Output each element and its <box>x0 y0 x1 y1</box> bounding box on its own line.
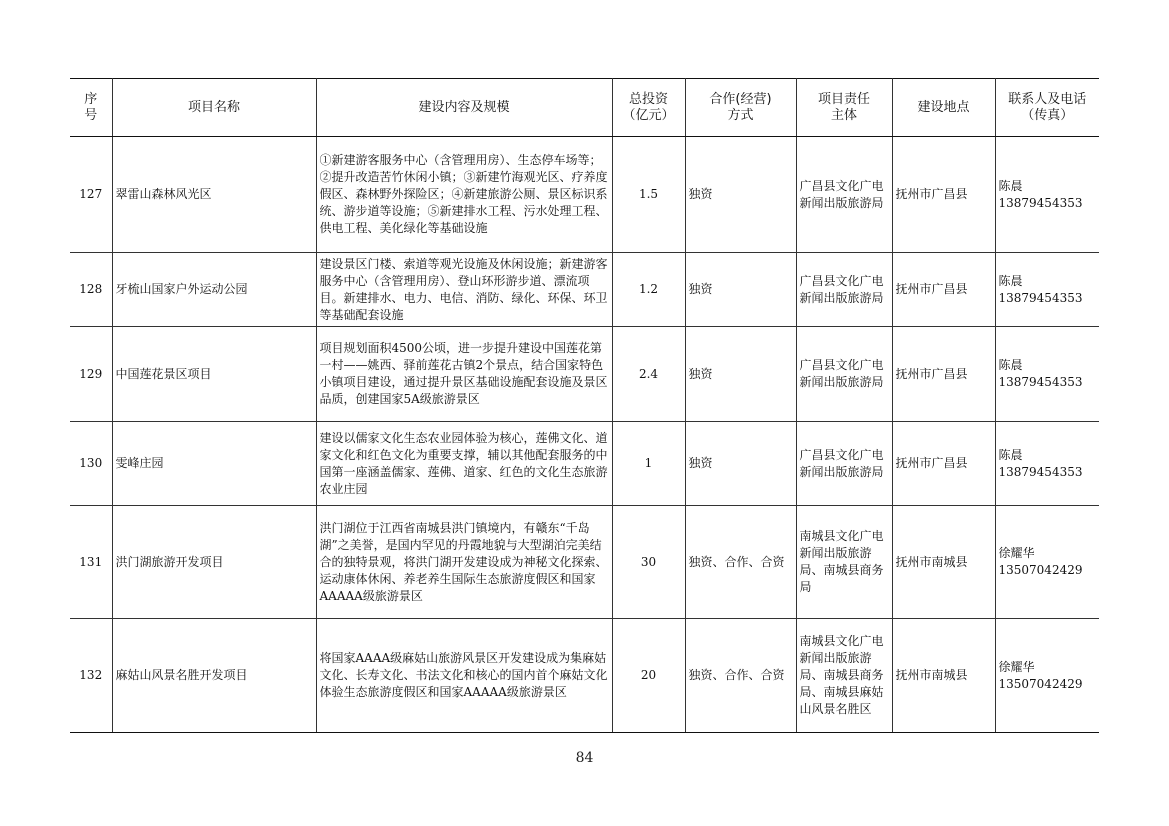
cell-owner: 广昌县文化广电新闻出版旅游局 <box>796 137 892 253</box>
cell-mode: 独资 <box>685 253 796 327</box>
cell-name: 麻姑山风景名胜开发项目 <box>112 619 316 733</box>
contact-phone: 13879454353 <box>998 464 1083 479</box>
cell-owner: 广昌县文化广电新闻出版旅游局 <box>796 327 892 422</box>
cell-num: 128 <box>70 253 112 327</box>
table-row <box>70 619 1099 733</box>
cell-content: 建设以儒家文化生态农业园体验为核心，莲佛文化、道家文化和红色文化为重要支撑，辅以其他配套服务的中国第一座涵盖儒家、莲佛、道家、红色的文化生态旅游农业庄园 <box>316 422 612 506</box>
cell-owner: 广昌县文化广电新闻出版旅游局 <box>796 422 892 506</box>
table-row <box>70 137 1099 253</box>
header-location: 建设地点 <box>892 79 995 137</box>
contact-phone: 13879454353 <box>998 195 1083 210</box>
cell-mode: 独资 <box>685 137 796 253</box>
cell-content: 将国家AAAA级麻姑山旅游风景区开发建设成为集麻姑文化、长寿文化、书法文化和核心的国内首个麻姑文化体验生态旅游度假区和国家AAAAA级旅游景区 <box>316 619 612 733</box>
header-content: 建设内容及规模 <box>316 79 612 137</box>
cell-name: 洪门湖旅游开发项目 <box>112 506 316 619</box>
cell-num: 132 <box>70 619 112 733</box>
header-contact: 联系人及电话（传真） <box>995 79 1099 137</box>
contact-phone: 13879454353 <box>998 375 1083 389</box>
table-row <box>70 506 1099 619</box>
cell-num: 129 <box>70 327 112 422</box>
table-row <box>70 422 1099 506</box>
cell-content: 建设景区门楼、索道等观光设施及休闲设施；新建游客服务中心（含管理用房）、登山环形游步道、漂流项目。新建排水、电力、电信、消防、绿化、环保、环卫等基础配套设施 <box>316 253 612 327</box>
header-name: 项目名称 <box>112 79 316 137</box>
cell-investment: 1.2 <box>612 253 685 327</box>
project-table <box>70 78 1099 733</box>
table-row <box>70 253 1099 327</box>
contact-phone: 13507042429 <box>998 563 1083 577</box>
header-row <box>70 79 1099 137</box>
cell-investment: 1 <box>612 422 685 506</box>
header-investment: 总投资（亿元） <box>612 79 685 137</box>
cell-mode: 独资、合作、合资 <box>685 619 796 733</box>
contact-name: 陈晨 <box>998 273 1023 288</box>
cell-name: 中国莲花景区项目 <box>112 327 316 422</box>
cell-investment: 20 <box>612 619 685 733</box>
cell-content: 洪门湖位于江西省南城县洪门镇境内，有赣东“千岛湖”之美誉，是国内罕见的丹霞地貌与大型湖泊完美结合的独特景观，将洪门湖开发建设成为神秘文化探索、运动康体休闲、养老养生国际生态旅游度假区和国家AAAAA级旅游景区 <box>316 506 612 619</box>
header-mode: 合作(经营)方式 <box>685 79 796 137</box>
contact-phone: 13879454353 <box>998 290 1083 305</box>
cell-owner: 南城县文化广电新闻出版旅游局、南城县商务局 <box>796 506 892 619</box>
page-number: 84 <box>575 750 594 766</box>
cell-investment: 1.5 <box>612 137 685 253</box>
cell-content: ①新建游客服务中心（含管理用房）、生态停车场等；②提升改造苦竹休闲小镇；③新建竹海观光区、疗养度假区、森林野外探险区；④新建旅游公厕、景区标识系统、游步道等设施；⑤新建排水工程、污水处理工程、供电工程、美化绿化等基础设施 <box>316 137 612 253</box>
cell-mode: 独资 <box>685 422 796 506</box>
cell-contact <box>995 422 1099 506</box>
cell-num: 130 <box>70 422 112 506</box>
cell-contact <box>995 619 1099 733</box>
contact-name: 陈晨 <box>998 358 1023 372</box>
cell-location: 抚州市南城县 <box>892 506 995 619</box>
contact-name: 徐耀华 <box>998 659 1035 674</box>
cell-contact <box>995 137 1099 253</box>
cell-contact <box>995 327 1099 422</box>
cell-location: 抚州市南城县 <box>892 619 995 733</box>
header-owner: 项目责任主体 <box>796 79 892 137</box>
cell-contact <box>995 253 1099 327</box>
contact-name: 陈晨 <box>998 447 1023 462</box>
cell-name: 雯峰庄园 <box>112 422 316 506</box>
contact-phone: 13507042429 <box>998 676 1083 691</box>
cell-owner: 广昌县文化广电新闻出版旅游局 <box>796 253 892 327</box>
table-body <box>70 137 1099 733</box>
cell-content: 项目规划面积4500公顷，进一步提升建设中国莲花第一村——姚西、驿前莲花古镇2个景点，结合国家特色小镇项目建设，通过提升景区基础设施配套设施及景区品质，创建国家5A级旅游景区 <box>316 327 612 422</box>
table-row <box>70 327 1099 422</box>
header-num: 序号 <box>70 79 112 137</box>
cell-location: 抚州市广昌县 <box>892 422 995 506</box>
cell-name: 翠雷山森林风光区 <box>112 137 316 253</box>
contact-name: 陈晨 <box>998 178 1023 193</box>
cell-num: 127 <box>70 137 112 253</box>
cell-investment: 2.4 <box>612 327 685 422</box>
cell-mode: 独资、合作、合资 <box>685 506 796 619</box>
contact-name: 徐耀华 <box>998 546 1035 560</box>
cell-name: 牙梳山国家户外运动公园 <box>112 253 316 327</box>
cell-mode: 独资 <box>685 327 796 422</box>
cell-location: 抚州市广昌县 <box>892 327 995 422</box>
table-header <box>70 79 1099 137</box>
cell-contact <box>995 506 1099 619</box>
cell-location: 抚州市广昌县 <box>892 253 995 327</box>
cell-owner: 南城县文化广电新闻出版旅游局、南城县商务局、南城县麻姑山风景名胜区 <box>796 619 892 733</box>
cell-investment: 30 <box>612 506 685 619</box>
cell-location: 抚州市广昌县 <box>892 137 995 253</box>
cell-num: 131 <box>70 506 112 619</box>
